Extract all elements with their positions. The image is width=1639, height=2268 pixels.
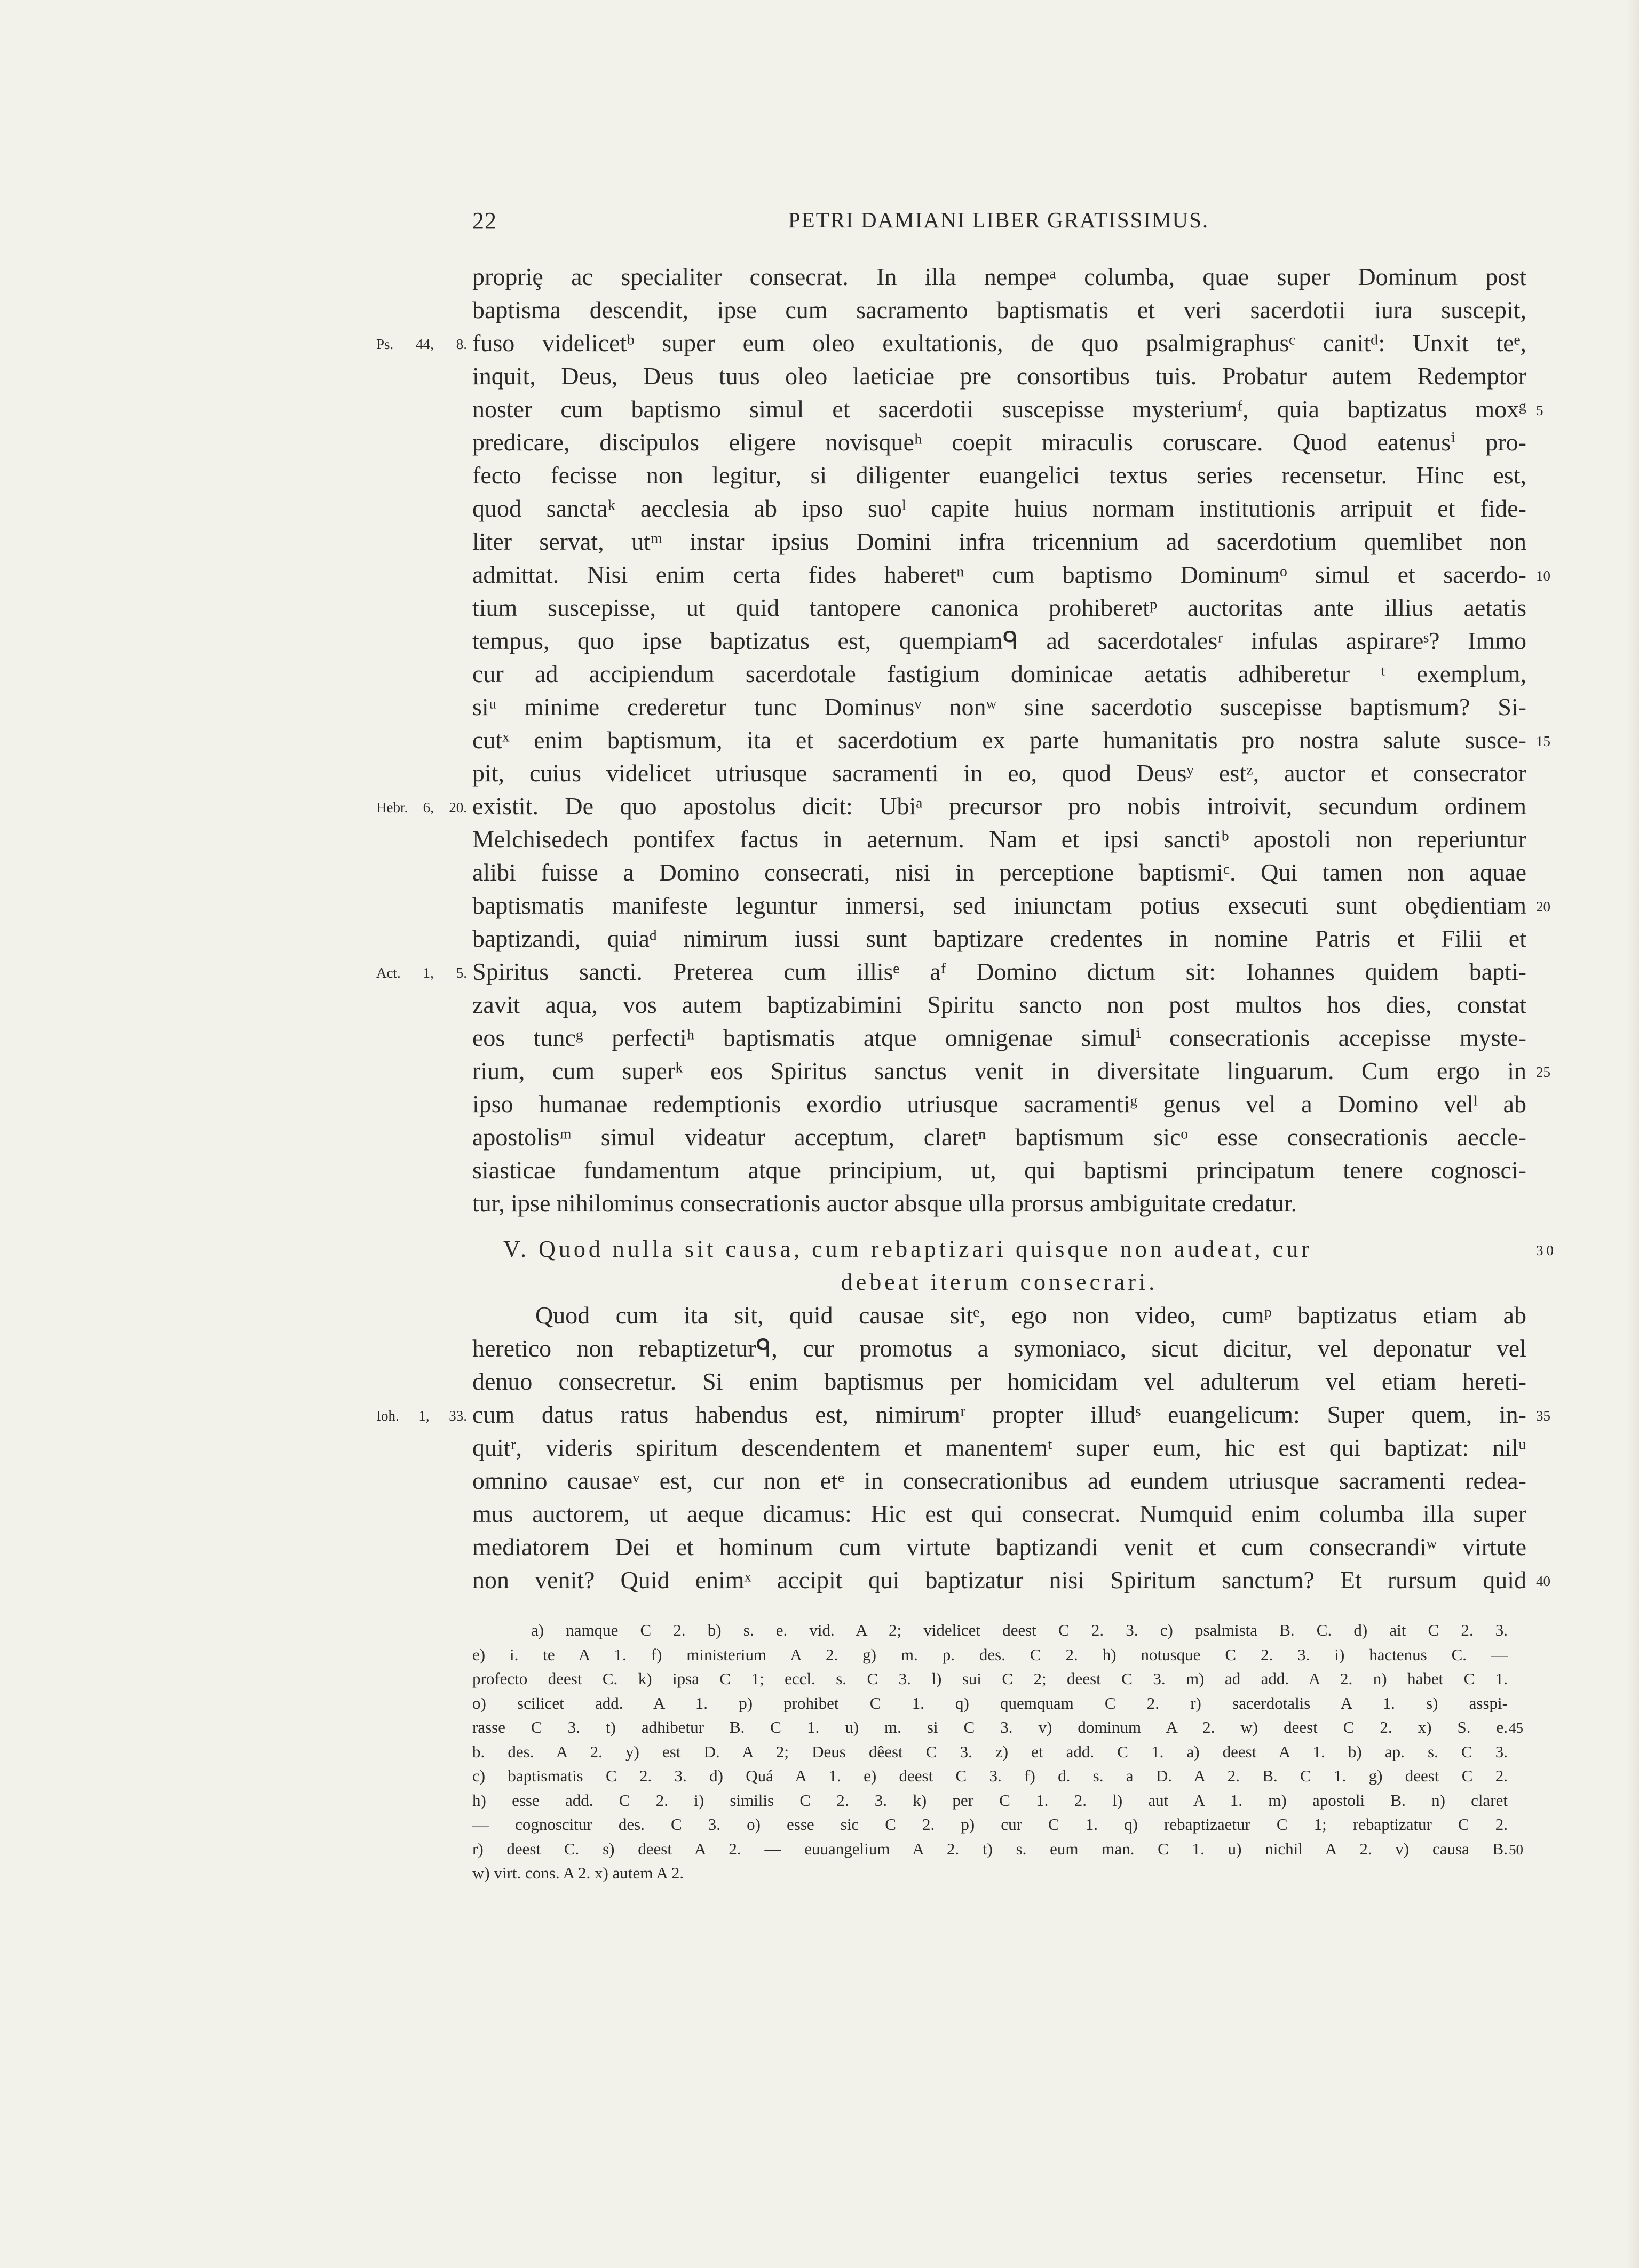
- line-number: 40: [1536, 1573, 1550, 1589]
- line-text: inquit, Deus, Deus tuus oleo laeticiae pre consortibus tuis. Probatur autem Redemptor: [472, 362, 1526, 390]
- text-line: [472, 657, 1526, 691]
- line-text: omnino causaeᵛ est, cur non etᵉ in consecrationibus ad eundem utriusque sacramenti redea-: [472, 1467, 1526, 1494]
- footnote-line: [472, 1618, 1508, 1643]
- margin-reference: Hebr. 6, 20.: [376, 799, 467, 815]
- footnote-line: [472, 1667, 1508, 1691]
- line-text: baptisma descendit, ipse cum sacramento baptismatis et veri sacerdotii iura suscepit,: [472, 296, 1526, 323]
- line-text: heretico non rebaptizeturᑫ, cur promotus a symoniaco, sicut dicitur, vel deponatur vel: [472, 1335, 1526, 1362]
- line-text: admittat. Nisi enim certa fides haberetⁿ cum baptismo Dominumᵒ simul et sacerdo-: [472, 561, 1526, 588]
- line-text: siasticae fundamentum atque principium, ut, qui baptismi principatum tenere cognosci-: [472, 1156, 1526, 1184]
- text-line: [472, 724, 1550, 757]
- line-number: 15: [1536, 733, 1550, 749]
- line-text: siᵘ minime crederetur tunc Dominusᵛ nonʷ sine sacerdotio suscepisse baptismum? Si-: [472, 693, 1526, 720]
- line-text: existit. De quo apostolus dicit: Ubiᵃ precursor pro nobis introivit, secundum ordinem: [472, 792, 1526, 820]
- line-text: alibi fuisse a Domino consecrati, nisi in perceptione baptismiᶜ. Qui tamen non aquae: [472, 859, 1526, 886]
- text-line: [472, 988, 1526, 1021]
- text-line: [472, 492, 1526, 525]
- text-line: [472, 823, 1526, 856]
- text-line: [472, 856, 1526, 889]
- line-text: w) virt. cons. A 2. x) autem A 2.: [472, 1863, 684, 1882]
- text-line: [472, 459, 1526, 492]
- section-heading-line-1: [472, 1233, 1557, 1266]
- text-line: [472, 1431, 1526, 1464]
- text-line: [472, 1332, 1526, 1365]
- line-text: h) esse add. C 2. i) similis C 2. 3. k) per C 1. 2. l) aut A 1. m) apostoli B. n) claret: [472, 1790, 1508, 1810]
- text-line: [472, 1021, 1526, 1054]
- line-text: quod sanctaᵏ aecclesia ab ipso suoˡ capite huius normam institutionis arripuit et fide-: [472, 495, 1526, 522]
- line-text: pit, cuius videlicet utriusque sacramenti in eo, quod Deusʸ estᶻ, auctor et consecrator: [472, 759, 1526, 787]
- text-line: [472, 591, 1526, 624]
- text-line: [472, 889, 1550, 922]
- text-line: [472, 691, 1526, 724]
- line-text: propriȩ ac specialiter consecrat. In illa nempeᵃ columba, quae super Dominum post: [472, 263, 1526, 290]
- footnote-line: [472, 1812, 1508, 1837]
- text-line: [472, 558, 1550, 591]
- text-line: [472, 360, 1526, 393]
- line-text: noster cum baptismo simul et sacerdotii suscepisse mysteriumᶠ, quia baptizatus moxᵍ: [472, 395, 1526, 423]
- text-line: [376, 955, 1526, 988]
- section-heading-text: V. Quod nulla sit causa, cum rebaptizari quisque non audeat, cur: [503, 1236, 1312, 1262]
- line-text: zavit aqua, vos autem baptizabimini Spiritu sancto non post multos hos dies, constat: [472, 991, 1526, 1018]
- footnote-line: [472, 1691, 1508, 1716]
- section-heading-line-2: debeat iterum consecrari.: [841, 1269, 1158, 1295]
- line-number: 25: [1536, 1064, 1550, 1080]
- page-number: 22: [472, 208, 497, 234]
- footnote-line: [472, 1643, 1508, 1667]
- line-text: baptismatis manifeste leguntur inmersi, sed iniunctam potius exsecuti sunt obȩdientiam: [472, 892, 1526, 919]
- text-line: [472, 1464, 1526, 1497]
- line-text: mus auctorem, ut aeque dicamus: Hic est qui consecrat. Numquid enim columba illa super: [472, 1500, 1526, 1527]
- line-text: a) namque C 2. b) s. e. vid. A 2; videlicet deest C 2. 3. c) psalmista B. C. d) ait C 2. 3.: [531, 1621, 1508, 1639]
- line-number: 50: [1509, 1841, 1523, 1858]
- line-text: cum datus ratus habendus est, nimirumʳ propter illudˢ euangelicum: Super quem, in-: [472, 1401, 1526, 1428]
- line-text: c) baptismatis C 2. 3. d) Quá A 1. e) deest C 3. f) d. s. a D. A 2. B. C 1. g) deest C 2.: [472, 1766, 1508, 1785]
- section-gap: [472, 1220, 1526, 1233]
- line-text: fecto fecisse non legitur, si diligenter euangelici textus series recensetur. Hinc est,: [472, 462, 1526, 489]
- line-text: tur, ipse nihilominus consecrationis auctor absque ulla prorsus ambiguitate credatur.: [472, 1189, 1297, 1217]
- text-line: [472, 525, 1526, 558]
- line-number: 5: [1536, 402, 1543, 418]
- line-text: cutˣ enim baptismum, ita et sacerdotium ex parte humanitatis pro nostra salute susce-: [472, 726, 1526, 754]
- line-text: tempus, quo ipse baptizatus est, quempiamᑫ ad sacerdotalesʳ infulas aspirareˢ? Immo: [472, 627, 1526, 654]
- footnote-line: [472, 1837, 1523, 1861]
- line-number: 35: [1536, 1408, 1550, 1424]
- line-number: 45: [1509, 1720, 1523, 1736]
- text-line: [472, 294, 1526, 327]
- footnotes: [472, 1618, 1523, 1885]
- text-line: [472, 1530, 1526, 1564]
- page-edge: [1627, 0, 1639, 2268]
- text-line: [472, 624, 1526, 657]
- line-number: 10: [1536, 568, 1550, 584]
- margin-reference: Act. 1, 5.: [376, 965, 467, 981]
- text-line: [472, 393, 1543, 426]
- line-text: eos tuncᵍ perfectiʰ baptismatis atque omnigenae simulⁱ consecrationis accepisse myste-: [472, 1024, 1526, 1051]
- line-text: rasse C 3. t) adhibetur B. C 1. u) m. si C 3. v) dominum A 2. w) deest C 2. x) S. e.: [472, 1718, 1508, 1736]
- footnote-line: [472, 1740, 1508, 1764]
- text-line: [472, 1497, 1526, 1530]
- text-line: [376, 327, 1526, 360]
- line-number: 20: [1536, 899, 1550, 915]
- text-line: [472, 757, 1526, 790]
- line-text: e) i. te A 1. f) ministerium A 2. g) m. p. des. C 2. h) notusque C 2. 3. i) hactenus C. —: [472, 1645, 1508, 1664]
- line-text: rium, cum superᵏ eos Spiritus sanctus venit in diversitate linguarum. Cum ergo in: [472, 1057, 1526, 1084]
- line-text: apostolisᵐ simul videatur acceptum, claretⁿ baptismum sicᵒ esse consecrationis aeccle-: [472, 1123, 1526, 1151]
- text-line: [376, 1398, 1550, 1431]
- line-text: quitʳ, videris spiritum descendentem et manentemᵗ super eum, hic est qui baptizat: nilᵘ: [472, 1434, 1526, 1461]
- line-text: predicare, discipulos eligere novisqueʰ coepit miraculis coruscare. Quod eatenusⁱ pro-: [472, 429, 1526, 456]
- line-text: Melchisedech pontifex factus in aeternum. Nam et ipsi sanctiᵇ apostoli non reperiuntur: [472, 826, 1526, 853]
- text-line: [472, 1365, 1526, 1398]
- line-text: b. des. A 2. y) est D. A 2; Deus dêest C 3. z) et add. C 1. a) deest A 1. b) ap. s. C 3.: [472, 1742, 1508, 1761]
- text-line: [472, 1564, 1550, 1597]
- text-line: [376, 790, 1526, 823]
- margin-reference: Ioh. 1, 33.: [376, 1408, 467, 1424]
- line-text: Quod cum ita sit, quid causae sitᵉ, ego non video, cumᵖ baptizatus etiam ab: [535, 1302, 1526, 1329]
- line-text: profecto deest C. k) ipsa C 1; eccl. s. C 3. l) sui C 2; deest C 3. m) ad add. A 2. n) habet C 1.: [472, 1669, 1508, 1688]
- line-text: Spiritus sancti. Preterea cum illisᵉ aᶠ Domino dictum sit: Iohannes quidem bapti-: [472, 958, 1526, 985]
- line-text: r) deest C. s) deest A 2. — euuangelium A 2. t) s. eum man. C 1. u) nichil A 2. v) causa B.: [472, 1839, 1508, 1858]
- line-text: baptizandi, quiaᵈ nimirum iussi sunt baptizare credentes in nomine Patris et Filii et: [472, 925, 1526, 952]
- line-text: liter servat, utᵐ instar ipsius Domini infra tricennium ad sacerdotium quemlibet non: [472, 528, 1526, 555]
- text-line: [472, 1088, 1526, 1121]
- line-text: o) scilicet add. A 1. p) prohibet C 1. q) quemquam C 2. r) sacerdotalis A 1. s) asspi-: [472, 1693, 1508, 1712]
- line-text: non venit? Quid enimˣ accipit qui baptizatur nisi Spiritum sanctum? Et rursum quid: [472, 1566, 1526, 1593]
- text-line: [472, 922, 1526, 955]
- footnote-line: [472, 1861, 1508, 1885]
- line-text: tium suscepisse, ut quid tantopere canonica prohiberetᵖ auctoritas ante illius aetatis: [472, 594, 1526, 621]
- running-header: [472, 207, 1525, 244]
- footnote-line: [472, 1788, 1508, 1813]
- line-text: fuso videlicetᵇ super eum oleo exultationis, de quo psalmigraphusᶜ canitᵈ: Unxit teᵉ,: [472, 329, 1526, 356]
- line-number: 30: [1536, 1242, 1557, 1258]
- text-line: [472, 1299, 1526, 1332]
- footnote-line: [472, 1764, 1508, 1788]
- margin-reference: Ps. 44, 8.: [376, 336, 467, 352]
- line-text: ipso humanae redemptionis exordio utriusque sacramentiᵍ genus vel a Domino velˡ ab: [472, 1090, 1526, 1117]
- text-line: [472, 1154, 1526, 1187]
- line-text: cur ad accipiendum sacerdotale fastigium dominicae aetatis adhiberetur ᵗ exemplum,: [472, 660, 1526, 687]
- text-line: [472, 426, 1526, 459]
- text-line: [472, 1054, 1550, 1088]
- main-text: [376, 260, 1557, 1597]
- line-text: denuo consecretur. Si enim baptismus per homicidam vel adulterum vel etiam hereti-: [472, 1368, 1526, 1395]
- text-line: [472, 1121, 1526, 1154]
- line-text: mediatorem Dei et hominum cum virtute baptizandi venit et cum consecrandiʷ virtute: [472, 1533, 1526, 1560]
- footnote-line: [472, 1715, 1523, 1740]
- text-line: [472, 260, 1526, 294]
- line-text: — cognoscitur des. C 3. o) esse sic C 2. p) cur C 1. q) rebaptizaetur C 1; rebaptizatur C 2.: [472, 1815, 1508, 1834]
- running-title: PETRI DAMIANI LIBER GRATISSIMUS.: [788, 208, 1209, 232]
- text-line: [472, 1187, 1526, 1220]
